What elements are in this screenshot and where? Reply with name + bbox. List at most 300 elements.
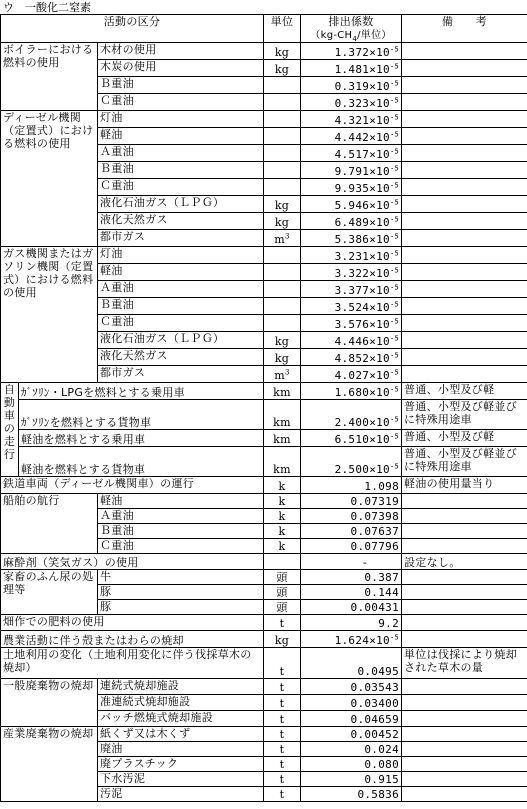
remarks-cell	[402, 77, 527, 94]
remarks-cell	[402, 539, 527, 554]
unit-cell	[264, 494, 301, 509]
item-label: 土地利用の変化（土地利用変化に伴う伐採草木の焼却）	[1, 648, 264, 679]
unit-cell	[264, 111, 301, 128]
table-row	[1, 679, 527, 695]
table-row	[1, 648, 527, 679]
vertical-char: 動	[3, 396, 16, 409]
vertical-char: の	[3, 422, 16, 435]
factor-cell: 0.00431	[301, 600, 402, 615]
factor-cell	[301, 315, 402, 332]
factor-cell	[301, 631, 402, 648]
header-factor-line1: 排出係数	[328, 15, 374, 28]
factor-exponent: -5	[389, 45, 399, 54]
item-label: 農業活動に伴う殻またはわらの焼却	[1, 631, 264, 648]
unit-text: km	[273, 463, 291, 476]
factor-cell	[301, 230, 402, 247]
unit-text: 頭	[276, 586, 288, 599]
unit-cell	[264, 539, 301, 554]
factor-mantissa: 4.321×10	[334, 114, 390, 127]
unit-cell	[264, 524, 301, 539]
remarks-cell	[402, 787, 527, 802]
unit-cell	[264, 585, 301, 600]
factor-cell	[301, 366, 402, 383]
item-label: 軽油を燃料とする乗用車	[19, 430, 264, 447]
factor-mantissa: 0.319×10	[334, 80, 390, 93]
remarks-cell	[402, 742, 527, 757]
header-factor-sub: 4	[352, 35, 358, 43]
factor-mantissa: 4.517×10	[334, 148, 390, 161]
factor-cell: 0.04659	[301, 711, 402, 727]
unit-cell	[264, 570, 301, 585]
table-row	[1, 447, 527, 477]
unit-cell	[264, 383, 301, 400]
table-row	[1, 727, 527, 742]
header-factor-unit-a: （kg-CH	[310, 30, 353, 41]
unit-text: t	[279, 788, 285, 801]
factor-cell: 0.00452	[301, 727, 402, 742]
factor-mantissa: 3.231×10	[334, 250, 390, 263]
factor-mantissa: 1.680×10	[334, 386, 390, 399]
unit-cell	[264, 695, 301, 711]
remarks-cell	[402, 162, 527, 179]
unit-cell	[264, 447, 301, 477]
factor-cell: 0.07796	[301, 539, 402, 554]
factor-cell: 0.03543	[301, 679, 402, 695]
header-factor-line2	[310, 30, 391, 41]
unit-text: k	[278, 510, 286, 523]
item-label: 軽油	[98, 264, 264, 281]
factor-mantissa: 3.524×10	[334, 301, 390, 314]
item-label: 木炭の使用	[98, 60, 264, 77]
header-row	[1, 15, 527, 43]
remarks-cell: 軽油の使用量当り	[402, 477, 527, 494]
item-label: Ａ重油	[98, 281, 264, 298]
remarks-cell: 普通、小型及び軽	[402, 383, 527, 400]
factor-exponent: -5	[389, 249, 399, 258]
factor-cell: 0.07637	[301, 524, 402, 539]
unit-cell	[264, 757, 301, 772]
factor-mantissa: 4.027×10	[334, 369, 390, 382]
remarks-cell	[402, 247, 527, 264]
factor-exponent: -5	[389, 62, 399, 71]
unit-text: t	[279, 681, 285, 694]
unit-text: t	[279, 773, 285, 786]
factor-cell	[301, 128, 402, 145]
factor-cell	[301, 247, 402, 264]
factor-cell: 0.915	[301, 772, 402, 787]
item-label: Ｃ重油	[98, 539, 264, 554]
remarks-cell	[402, 145, 527, 162]
group-label-industrial-waste: 産業廃棄物の焼却	[1, 727, 98, 802]
remarks-cell	[402, 315, 527, 332]
factor-exponent: -5	[389, 113, 399, 122]
item-label: 液化天然ガス	[98, 349, 264, 366]
item-label: 准連続式焼却施設	[98, 695, 264, 711]
group-label-diesel: ディーゼル機関（定置式）における燃料の使用	[1, 111, 98, 247]
item-label: 紙くず又は木くず	[98, 727, 264, 742]
factor-mantissa: 3.576×10	[334, 318, 390, 331]
table-row	[1, 615, 527, 631]
unit-text: t	[279, 713, 285, 726]
unit-text: kg	[274, 634, 290, 647]
item-label: 軽油を燃料とする貨物車	[19, 447, 264, 477]
remarks-cell	[402, 128, 527, 145]
factor-exponent: -5	[389, 164, 399, 173]
group-label-manure: 家畜のふん尿の処理等	[1, 570, 98, 615]
factor-mantissa: 3.377×10	[334, 284, 390, 297]
table-row	[1, 430, 527, 447]
item-label: 鉄道車両（ディーゼル機関車）の運行	[1, 477, 264, 494]
unit-cell	[264, 631, 301, 648]
table-row	[1, 247, 527, 264]
remarks-cell	[402, 94, 527, 111]
item-label: 軽油	[98, 494, 264, 509]
item-label: 連続式焼却施設	[98, 679, 264, 695]
header-remarks: 備 考	[402, 15, 527, 43]
factor-cell	[301, 43, 402, 60]
remarks-cell	[402, 332, 527, 349]
item-label: 汚泥	[98, 787, 264, 802]
factor-exponent: -5	[389, 283, 399, 292]
factor-mantissa: 1.624×10	[334, 634, 390, 647]
remarks-cell	[402, 695, 527, 711]
factor-exponent: -5	[389, 266, 399, 275]
unit-cell	[264, 349, 301, 366]
unit-cell	[264, 400, 301, 430]
factor-cell	[301, 60, 402, 77]
item-label: Ｃ重油	[98, 179, 264, 196]
header-factor	[301, 15, 402, 43]
remarks-cell: 設定なし。	[402, 554, 527, 570]
factor-mantissa: 9.791×10	[334, 165, 390, 178]
table-row	[1, 111, 527, 128]
item-label: 麻酔剤（笑気ガス）の使用	[1, 554, 264, 570]
factor-mantissa: 6.510×10	[334, 433, 390, 446]
header-unit: 単位	[264, 15, 301, 43]
item-label: 牛	[98, 570, 264, 585]
header-activity: 活動の区分	[1, 15, 264, 43]
item-label: ｶﾞｿﾘﾝを燃料とする貨物車	[19, 400, 264, 430]
factor-exponent: -5	[389, 462, 399, 471]
factor-mantissa: 2.400×10	[334, 416, 390, 429]
factor-cell: 1.098	[301, 477, 402, 494]
unit-text: t	[279, 697, 285, 710]
unit-text: k	[278, 540, 286, 553]
remarks-cell	[402, 230, 527, 247]
factor-mantissa: 5.386×10	[334, 233, 390, 246]
item-label: 下水汚泥	[98, 772, 264, 787]
factor-exponent: -5	[389, 385, 399, 394]
unit-cell	[264, 430, 301, 447]
table-row	[1, 43, 527, 60]
remarks-cell	[402, 772, 527, 787]
unit-text: m	[274, 369, 285, 382]
remarks-cell	[402, 757, 527, 772]
factor-mantissa: 9.935×10	[334, 182, 390, 195]
factor-cell: 0.07319	[301, 494, 402, 509]
remarks-cell	[402, 570, 527, 585]
group-label-gas-engine: ガス機関またはガソリン機関（定置式）における燃料の使用	[1, 247, 98, 383]
factor-cell	[301, 94, 402, 111]
remarks-cell	[402, 366, 527, 383]
group-label-general-waste: 一般廃棄物の焼却	[1, 679, 98, 727]
item-label: バッチ燃焼式焼却施設	[98, 711, 264, 727]
unit-text: k	[278, 495, 286, 508]
table-row	[1, 570, 527, 585]
remarks-cell	[402, 509, 527, 524]
item-label: 木材の使用	[98, 43, 264, 60]
remarks-cell: 普通、小型及び軽並びに特殊用途車	[402, 447, 527, 477]
table-row	[1, 383, 527, 400]
table-row	[1, 477, 527, 494]
unit-cell	[264, 332, 301, 349]
factor-cell: 0.07398	[301, 509, 402, 524]
remarks-cell	[402, 615, 527, 631]
remarks-cell: 単位は伐採により焼却された草木の量	[402, 648, 527, 679]
factor-exponent: -5	[389, 147, 399, 156]
factor-exponent: -5	[389, 232, 399, 241]
unit-cell	[264, 264, 301, 281]
factor-mantissa: 3.322×10	[334, 267, 390, 280]
table-row	[1, 400, 527, 430]
unit-cell	[264, 615, 301, 631]
unit-text: t	[279, 743, 285, 756]
unit-text: km	[273, 433, 291, 446]
unit-cell	[264, 742, 301, 757]
factor-mantissa: 4.442×10	[334, 131, 390, 144]
unit-text: kg	[274, 352, 290, 365]
item-label: 都市ガス	[98, 230, 264, 247]
vertical-char: 車	[3, 409, 16, 422]
unit-cell	[264, 315, 301, 332]
unit-text: km	[273, 386, 291, 399]
unit-cell	[264, 94, 301, 111]
factor-cell: 0.03400	[301, 695, 402, 711]
unit-text: k	[278, 525, 286, 538]
remarks-cell	[402, 43, 527, 60]
factor-cell	[301, 213, 402, 230]
factor-mantissa: 1.372×10	[334, 46, 390, 59]
factor-exponent: -5	[389, 79, 399, 88]
unit-text: t	[279, 617, 285, 630]
unit-cell	[264, 554, 301, 570]
factor-cell	[301, 383, 402, 400]
unit-cell	[264, 213, 301, 230]
factor-cell	[301, 111, 402, 128]
item-label: 都市ガス	[98, 366, 264, 383]
remarks-cell	[402, 727, 527, 742]
remarks-cell	[402, 111, 527, 128]
page-title: ウ 一酸化二窒素	[3, 1, 91, 14]
group-label-boiler: ボイラーにおける燃料の使用	[1, 43, 98, 111]
item-label: ｶﾞｿﾘﾝ・LPGを燃料とする乗用車	[19, 383, 264, 400]
unit-text: kg	[274, 46, 290, 59]
unit-text: kg	[274, 199, 290, 212]
factor-cell	[301, 447, 402, 477]
factor-exponent: -5	[389, 432, 399, 441]
factor-cell: 0.024	[301, 742, 402, 757]
factor-cell	[301, 281, 402, 298]
factor-exponent: -5	[389, 633, 399, 642]
item-label: Ａ重油	[98, 145, 264, 162]
remarks-cell: 普通、小型及び軽並びに特殊用途車	[402, 400, 527, 430]
vertical-char: 走	[3, 435, 16, 448]
unit-text: km	[273, 416, 291, 429]
item-label: Ａ重油	[98, 509, 264, 524]
unit-text: 頭	[276, 601, 288, 614]
unit-cell	[264, 787, 301, 802]
item-label: Ｂ重油	[98, 77, 264, 94]
factor-cell	[301, 179, 402, 196]
remarks-cell	[402, 585, 527, 600]
factor-cell	[301, 349, 402, 366]
factor-mantissa: 4.446×10	[334, 335, 390, 348]
remarks-cell: 普通、小型及び軽	[402, 430, 527, 447]
unit-text: t	[279, 665, 285, 678]
unit-cell	[264, 179, 301, 196]
factor-mantissa: 4.852×10	[334, 352, 390, 365]
unit-text: kg	[274, 216, 290, 229]
table-row	[1, 494, 527, 509]
remarks-cell	[402, 281, 527, 298]
remarks-cell	[402, 179, 527, 196]
group-label-ship: 船舶の航行	[1, 494, 98, 554]
factor-exponent: -5	[389, 368, 399, 377]
factor-exponent: -5	[389, 317, 399, 326]
factor-exponent: -5	[389, 351, 399, 360]
unit-cell	[264, 247, 301, 264]
unit-superscript: 3	[284, 232, 290, 241]
remarks-cell	[402, 524, 527, 539]
remarks-cell	[402, 213, 527, 230]
factor-exponent: -5	[389, 215, 399, 224]
factor-cell	[301, 264, 402, 281]
factor-cell	[301, 196, 402, 213]
item-label: 液化石油ガス（ＬＰＧ）	[98, 332, 264, 349]
unit-cell	[264, 77, 301, 94]
unit-text: 頭	[276, 571, 288, 584]
item-label: Ｃ重油	[98, 94, 264, 111]
factor-cell: 0.387	[301, 570, 402, 585]
unit-cell	[264, 477, 301, 494]
factor-mantissa: 2.500×10	[334, 463, 390, 476]
item-label: 液化天然ガス	[98, 213, 264, 230]
factor-cell: 0.144	[301, 585, 402, 600]
item-label: 豚	[98, 600, 264, 615]
item-label: Ｃ重油	[98, 315, 264, 332]
item-label: 豚	[98, 585, 264, 600]
factor-mantissa: 5.946×10	[334, 199, 390, 212]
remarks-cell	[402, 679, 527, 695]
unit-cell	[264, 128, 301, 145]
item-label: Ｂ重油	[98, 524, 264, 539]
remarks-cell	[402, 711, 527, 727]
unit-cell	[264, 230, 301, 247]
factor-cell	[301, 430, 402, 447]
factor-exponent: -5	[389, 415, 399, 424]
item-label: 廃プラスチック	[98, 757, 264, 772]
unit-cell	[264, 711, 301, 727]
item-label: Ｂ重油	[98, 298, 264, 315]
vertical-char: 行	[3, 448, 16, 461]
unit-cell	[264, 298, 301, 315]
factor-exponent: -5	[389, 130, 399, 139]
factor-cell: -	[301, 554, 402, 570]
unit-cell	[264, 60, 301, 77]
item-label: Ｂ重油	[98, 162, 264, 179]
unit-cell	[264, 772, 301, 787]
remarks-cell	[402, 600, 527, 615]
factor-exponent: -5	[389, 96, 399, 105]
unit-cell	[264, 162, 301, 179]
factor-cell	[301, 400, 402, 430]
unit-cell	[264, 727, 301, 742]
factor-mantissa: 6.489×10	[334, 216, 390, 229]
remarks-cell	[402, 60, 527, 77]
vertical-char: 自	[3, 383, 16, 396]
item-label: 液化石油ガス（ＬＰＧ）	[98, 196, 264, 213]
item-label: 灯油	[98, 111, 264, 128]
unit-text: t	[279, 728, 285, 741]
unit-cell	[264, 43, 301, 60]
remarks-cell	[402, 264, 527, 281]
factor-exponent: -5	[389, 334, 399, 343]
item-label: 畑作での肥料の使用	[1, 615, 264, 631]
item-label: 軽油	[98, 128, 264, 145]
factor-cell: 0.0495	[301, 648, 402, 679]
unit-cell	[264, 648, 301, 679]
item-label: 廃油	[98, 742, 264, 757]
factor-cell	[301, 332, 402, 349]
factor-cell	[301, 162, 402, 179]
factor-mantissa: 0.323×10	[334, 97, 390, 110]
unit-cell	[264, 509, 301, 524]
unit-text: kg	[274, 63, 290, 76]
table-row	[1, 631, 527, 648]
factor-cell	[301, 77, 402, 94]
unit-cell	[264, 196, 301, 213]
remarks-cell	[402, 494, 527, 509]
remarks-cell	[402, 349, 527, 366]
unit-superscript: 3	[284, 368, 290, 377]
item-label: 灯油	[98, 247, 264, 264]
remarks-cell	[402, 631, 527, 648]
header-factor-unit-b: /単位）	[357, 30, 392, 41]
factor-cell	[301, 298, 402, 315]
factor-exponent: -5	[389, 181, 399, 190]
table-body	[1, 15, 527, 802]
group-label-automobile	[1, 383, 19, 477]
unit-text: t	[279, 758, 285, 771]
factor-mantissa: 1.481×10	[334, 63, 390, 76]
table-row	[1, 554, 527, 570]
emission-factor-table	[0, 14, 527, 802]
factor-cell: 0.5836	[301, 787, 402, 802]
unit-cell	[264, 679, 301, 695]
factor-cell	[301, 145, 402, 162]
factor-cell: 0.080	[301, 757, 402, 772]
factor-exponent: -5	[389, 198, 399, 207]
remarks-cell	[402, 196, 527, 213]
unit-cell	[264, 281, 301, 298]
remarks-cell	[402, 298, 527, 315]
factor-exponent: -5	[389, 300, 399, 309]
unit-text: m	[274, 233, 285, 246]
unit-text: kg	[274, 335, 290, 348]
factor-cell: 9.2	[301, 615, 402, 631]
unit-text: k	[278, 480, 286, 493]
unit-cell	[264, 366, 301, 383]
